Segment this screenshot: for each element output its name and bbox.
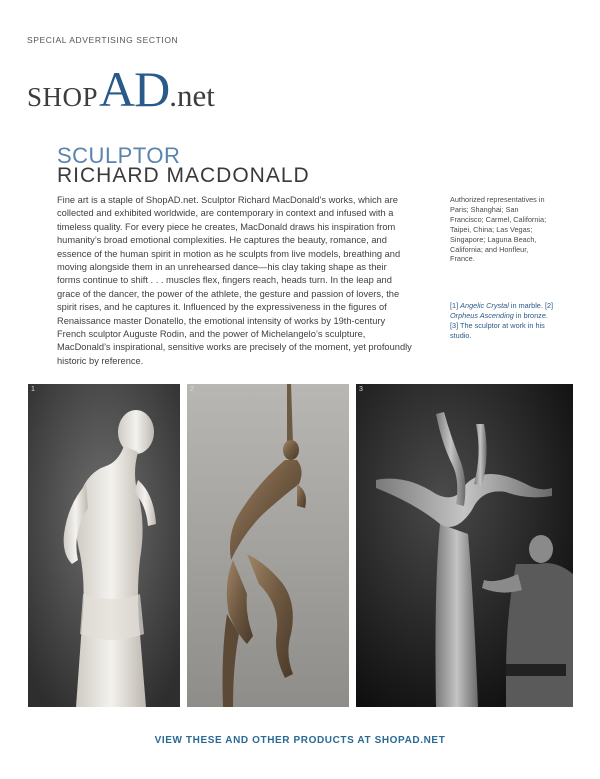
logo-part-net: .net [169,78,215,113]
shopad-logo[interactable] [27,60,215,115]
caption-2-title: Orpheus Ascending [450,311,514,321]
representatives-note: Authorized representatives in Paris; Shanghai; San Francisco; Carmel, California; Taipei, China; Las Vegas; Singapore; Laguna Beach, California; and Honfleur, France. [450,195,547,264]
caption-2-number: [2] [544,301,554,311]
section-label: SPECIAL ADVERTISING SECTION [27,35,179,45]
photo-number: 3 [359,386,363,393]
logo-part-ad: AD [99,61,170,117]
article-body: Fine art is a staple of ShopAD.net. Sculptor Richard MacDonald’s works, which are collected and exhibited worldwide, are contemporary in context and infused with a timeless quality. For every piece he creates, MacDonald draws his inspiration from humanity’s broad emotional complexities. He captures the beauty, romance, and essence of the human spirit in motion as he sculpts from live models, breathing and moving alongside them in an unrehearsed dance—his clay taking shape as their forms continue to shift . . . muscles flex, fingers reach, heads turn. In the leap and grace of the dancer, the power of the athlete, the gesture and passion of lovers, the spirit rises, and he captures it. Influenced by the expressiveness in the figures of Renaissance master Donatello, the emotional intensity of works by 19th-century French sculptor Auguste Rodin, and the power of Michelangelo’s sculpture, MacDonald’s inspirational, sensitive works are precisely of the moment, yet profoundly historic by reference. [57,195,412,366]
studio-photo-image [356,384,573,707]
bronze-sculpture-image [187,384,349,707]
photo-captions [450,301,554,341]
photo-number: 1 [31,386,35,393]
photo-angelic-crystal[interactable] [28,384,180,707]
logo-part-shop: SHOP [27,82,99,112]
caption-3: [3] The sculptor at work in his studio. [450,321,545,341]
caption-1-number: [1] [450,301,459,311]
caption-1-title: Angelic Crystal [460,301,509,311]
sidebar [450,195,554,341]
article-headline: RICHARD MACDONALD [57,164,310,187]
caption-1-rest: in marble. [510,301,543,311]
shopad-products-link[interactable]: VIEW THESE AND OTHER PRODUCTS AT SHOPAD.NET [154,735,446,746]
caption-2-rest: in bronze. [515,311,548,321]
article-kicker: SCULPTOR [57,143,181,168]
photo-orpheus-ascending[interactable] [187,384,349,707]
photo-number: 2 [190,386,194,393]
photo-sculptor-studio[interactable] [356,384,573,707]
marble-sculpture-image [28,384,180,707]
